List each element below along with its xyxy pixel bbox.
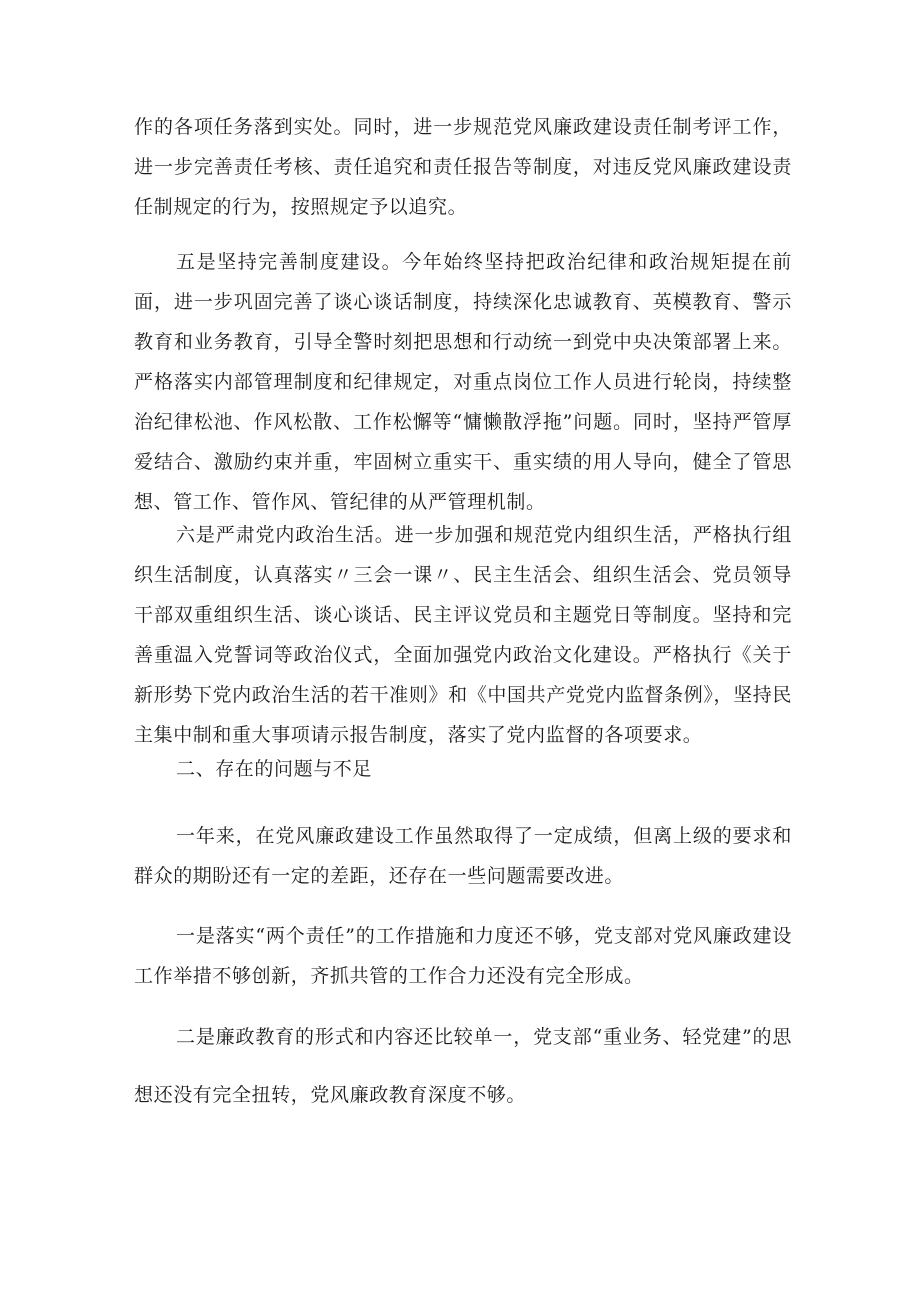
paragraph-institution-building: 五是坚持完善制度建设。今年始终坚持把政治纪律和政治规矩提在前面，进一步巩固完善了谈心谈话制度，持续深化忠诚教育、英模教育、警示教育和业务教育，引导全警时刻把思想和行动统一到党中央决策部署上来。严格落实内部管理制度和纪律规定，对重点岗位工作人员进行轮岗，持续整治纪律松池、作风松散、工作松懈等“慵懒散浮拖”问题。同时，坚持严管厚爱结合、激励约束并重，牢固树立重实干、重实绩的用人导向，健全了管思想、管工作、管作风、管纪律的从严管理机制。 (134, 251, 792, 513)
paragraph-continuation: 作的各项任务落到实处。同时，进一步规范党风廉政建设责任制考评工作，进一步完善责任考核、责任追究和责任报告等制度，对违反党风廉政建设责任制规定的行为，按照规定予以追究。 (134, 116, 792, 218)
paragraph-problem-two: 二是廉政教育的形式和内容还比较单一，党支部“重业务、轻党建”的思想还没有完全扭转，党风廉政教育深度不够。 (134, 1026, 792, 1106)
paragraph-overview: 一年来，在党风廉政建设工作虽然取得了一定成绩，但离上级的要求和群众的期盼还有一定的差距，还存在一些问题需要改进。 (134, 825, 792, 887)
paragraph-political-life: 六是严肃党内政治生活。进一步加强和规范党内组织生活，严格执行组织生活制度，认真落实〃三会一课〃、民主生活会、组织生活会、党员领导干部双重组织生活、谈心谈话、民主评议党员和主题党日等制度。坚持和完善重温入党誓词等政治仪式，全面加强党内政治文化建设。严格执行《关于新形势下党内政治生活的若干准则》和《中国共产党党内监督条例》，坚持民主集中制和重大事项请示报告制度，落实了党内监督的各项要求。 (134, 524, 792, 746)
paragraph-problem-one: 一是落实“两个责任”的工作措施和力度还不够，党支部对党风廉政建设工作举措不够创新，齐抓共管的工作合力还没有完全形成。 (134, 925, 792, 987)
section-heading-problems: 二、存在的问题与不足 (176, 758, 373, 780)
